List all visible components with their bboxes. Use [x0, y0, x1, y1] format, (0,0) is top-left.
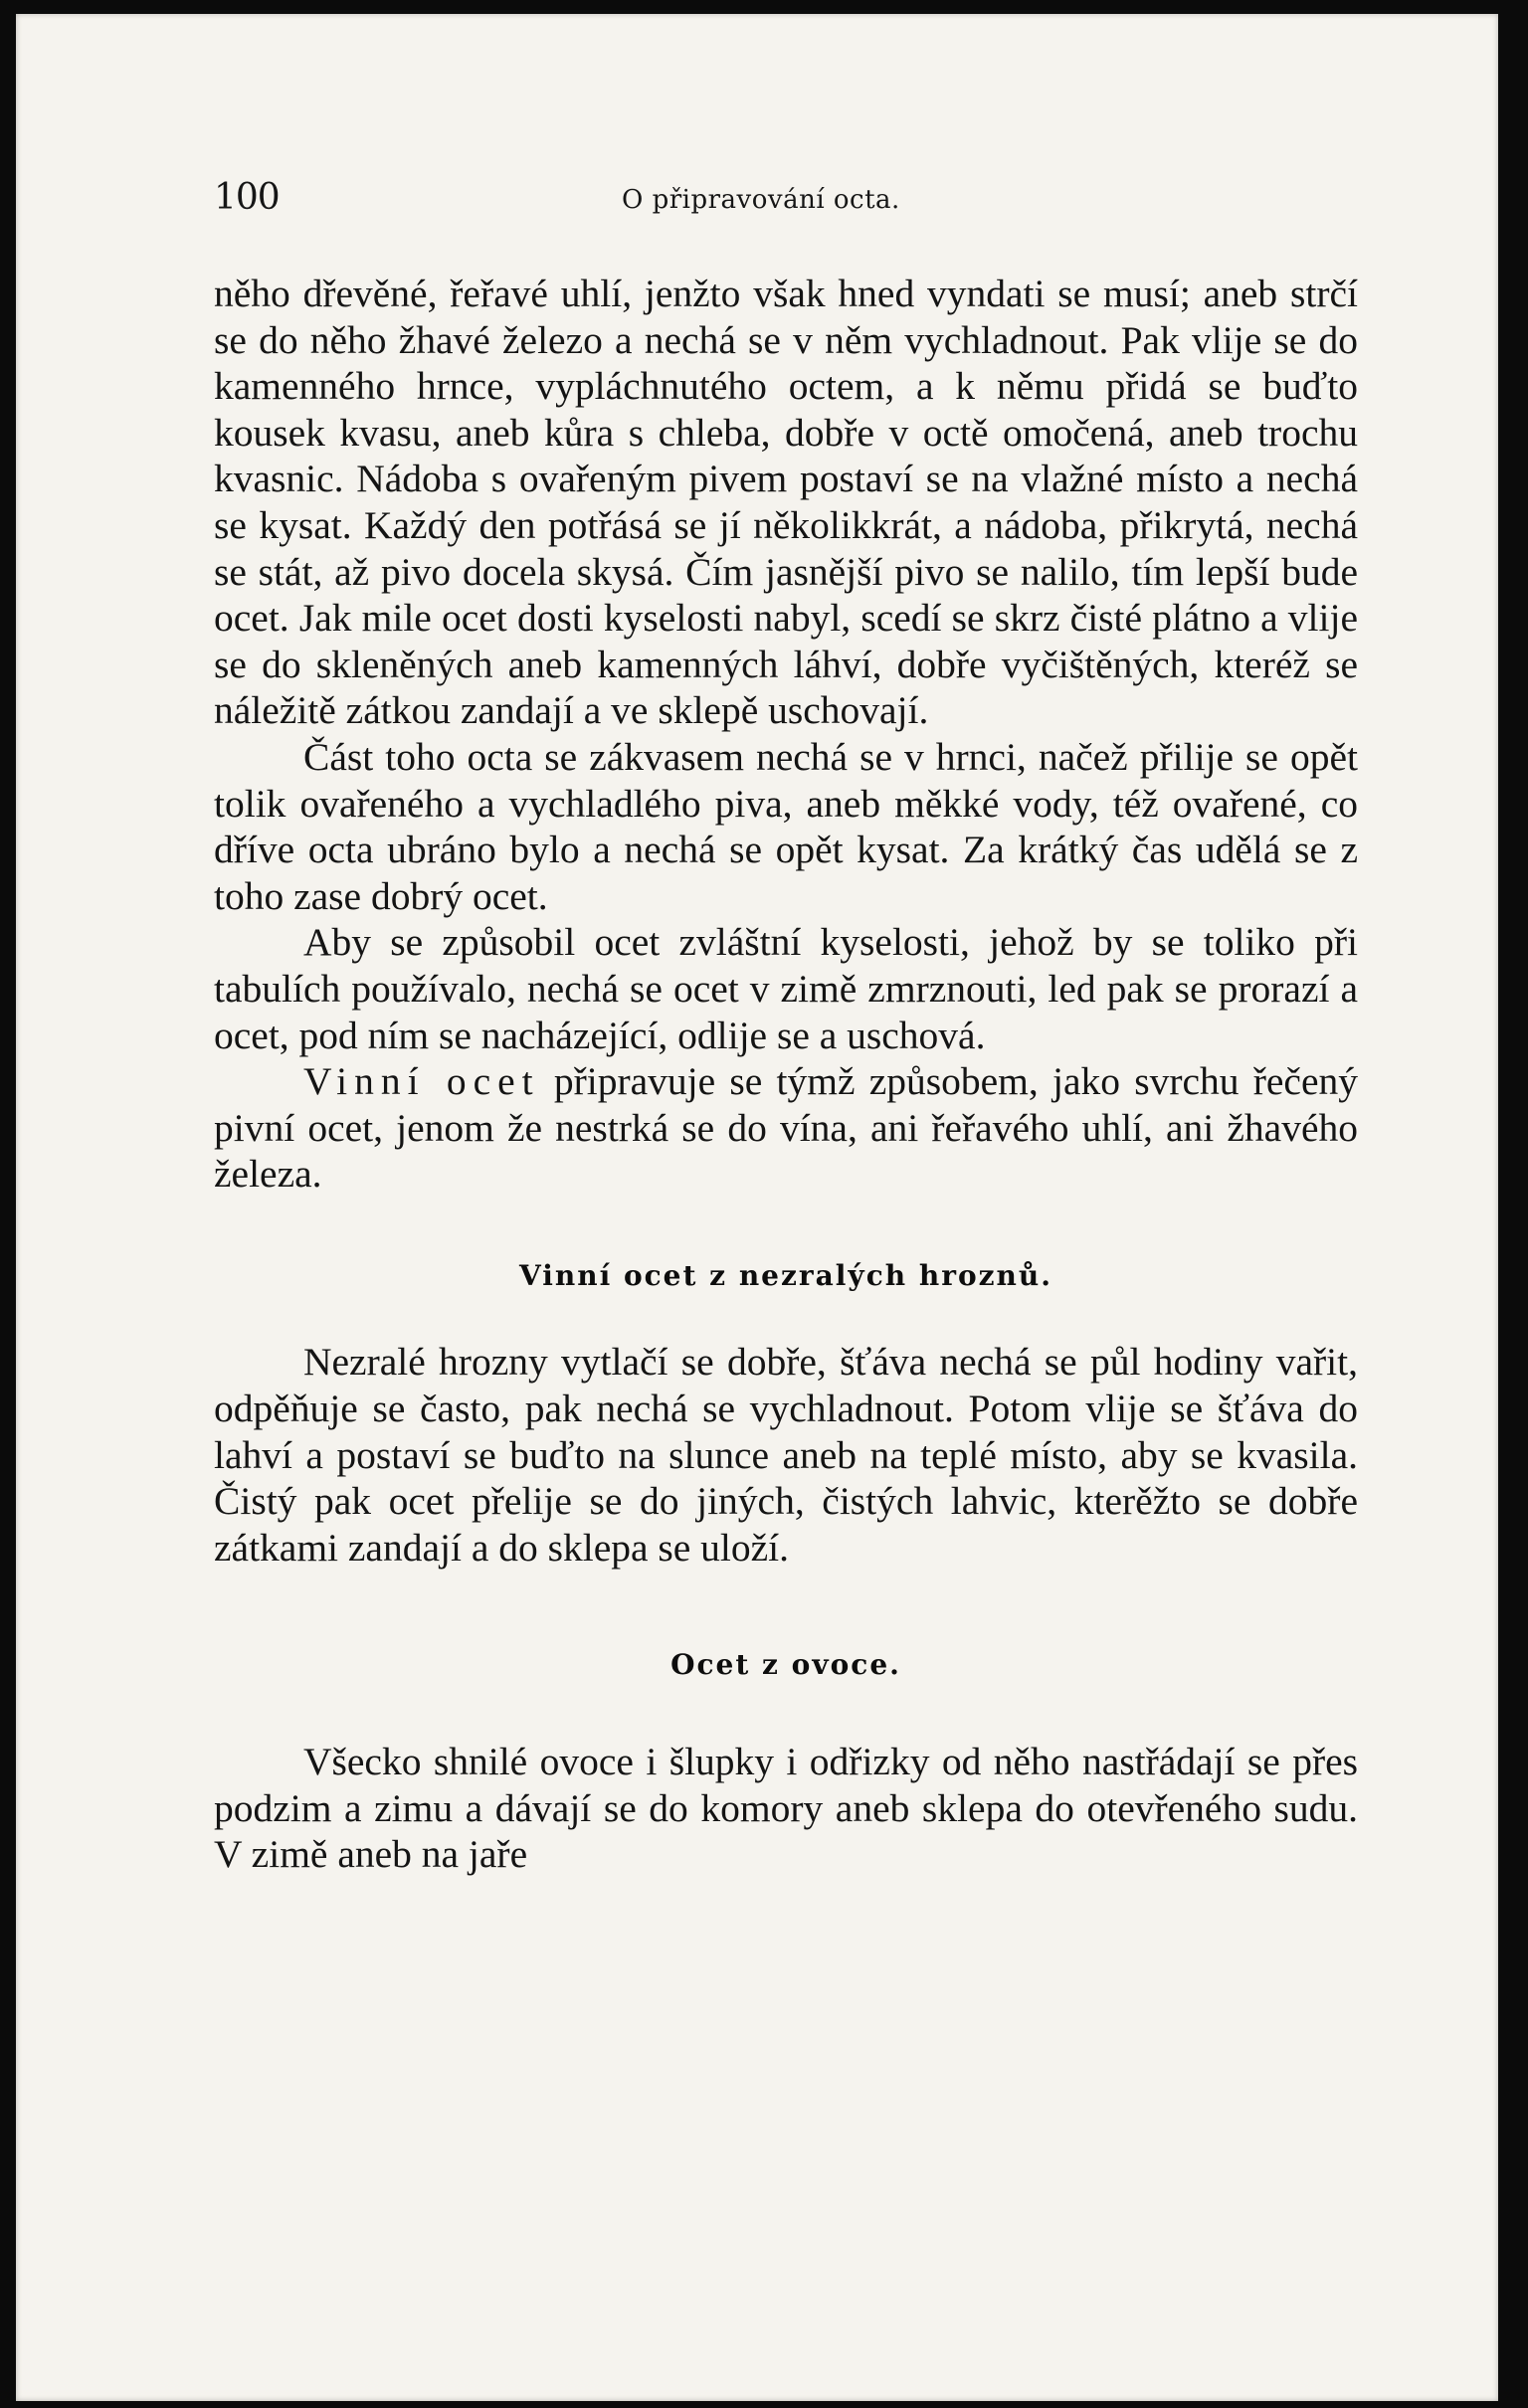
section-heading-fruit-vinegar: Ocet z ovoce.: [670, 1648, 901, 1682]
section-heading-unripe-grapes: Vinní ocet z nezralých hroznů.: [518, 1258, 1052, 1292]
page-header: [214, 177, 1358, 237]
paragraph-vinni-ocet: [214, 1058, 1358, 1198]
page-body: [214, 271, 1358, 1878]
paragraph-text: připravuje se týmž způsobem, jako svrchu řečený pivní ocet, jenom že nestrká se do vína, ani řeřavého uhlí, ani žhavého železa.: [214, 1059, 1359, 1197]
running-head: O připravování octa.: [622, 185, 900, 215]
paragraph: Všecko shnilé ovoce i šlupky i odřizky od něho nastřádají se přes podzim a zimu a dávají se do komory aneb sklepa do otevřeného sudu. V zimě aneb na jaře: [214, 1740, 1358, 1877]
paragraph: Nezralé hrozny vytlačí se dobře, šťáva nechá se půl hodiny vařit, odpěňuje se často, pak nechá se vychladnout. Potom vlije se šťáva do lahví a postaví se buďto na slunce aneb na teplé místo, aby se kvasila. Čistý pak ocet přelije se do jiných, čistých lahvic, kterěžto se dobře zátkami zandají a do sklepa se uloží.: [214, 1340, 1358, 1570]
emphasized-term: Vinní ocet: [303, 1059, 540, 1104]
page-number: 100: [214, 177, 280, 218]
paragraph: Část toho octa se zákvasem nechá se v hrnci, načež přilije se opět tolik ovařeného a vychladlého piva, aneb měkké vody, též ovařené, co dříve octa ubráno bylo a nechá se opět kysat. Za krátký čas udělá se z toho zase dobrý ocet.: [214, 734, 1358, 918]
paragraph: Aby se způsobil ocet zvláštní kyselosti, jehož by se toliko při tabulích používalo, nechá se ocet v zimě zmrznouti, led pak se prorazí a ocet, pod ním se nacházející, odlije se a uschová.: [214, 920, 1358, 1057]
paragraph-continued: něho dřevěné, řeřavé uhlí, jenžto však hned vyndati se musí; aneb strčí se do něho žhavé železo a nechá se v něm vychladnout. Pak vlije se do kamenného hrnce, vypláchnutého octem, a k němu přidá se buďto kousek kvasu, aneb kůra s chleba, dobře v octě omočená, aneb trochu kvasnic. Nádoba s ovařeným pivem postaví se na vlažné místo a nechá se kysat. Každý den potřásá se jí několikkrát, a nádoba, přikrytá, nechá se stát, až pivo docela skysá. Čím jasnější pivo se nalilo, tím lepší bude ocet. Jak mile ocet dosti kyselosti nabyl, scedí se skrz čisté plátno a vlije se do skleněných aneb kamenných láhví, dobře vyčištěných, kteréž se náležitě zátkou zandají a ve sklepě uschovají.: [214, 272, 1358, 733]
